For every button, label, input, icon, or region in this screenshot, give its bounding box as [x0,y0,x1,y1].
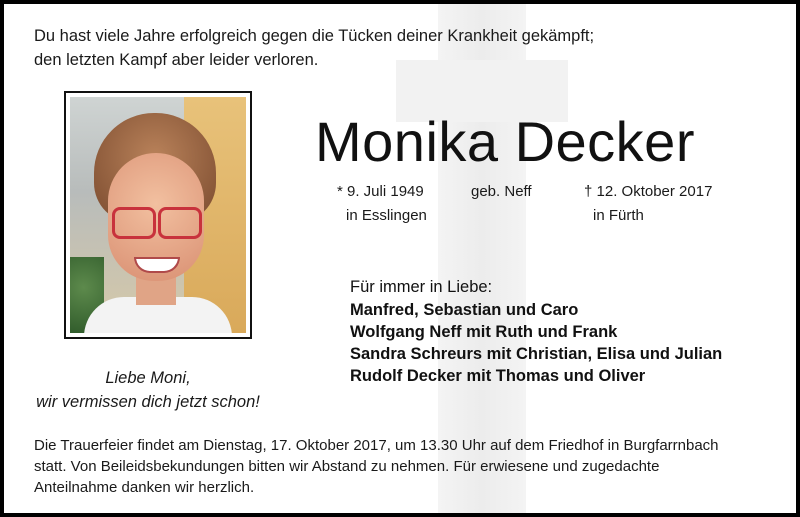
notice-line-1: Die Trauerfeier findet am Dienstag, 17. Oktober 2017, um 13.30 Uhr auf dem Friedhof in Burgfarrnbach [34,437,719,454]
intro-text [34,24,594,72]
maiden-name: geb. Neff [471,183,532,200]
notice-line-2: statt. Von Beileidsbekundungen bitten wir Abstand zu nehmen. Für erwiesene und zugedachte [34,458,660,475]
family-list [350,276,722,387]
birth-date: * 9. Juli 1949 [337,183,424,200]
family-member: Wolfgang Neff mit Ruth und Frank [350,323,618,341]
death-date: † 12. Oktober 2017 [584,183,713,200]
funeral-notice [34,435,770,498]
obituary-card [4,4,796,513]
intro-line-2: den letzten Kampf aber leider verloren. [34,51,319,69]
family-member: Sandra Schreurs mit Christian, Elisa und Julian [350,345,723,363]
intro-line-1: Du hast viele Jahre erfolgreich gegen die Tücken deiner Krankheit gekämpft; [34,27,595,45]
farewell-line-2: wir vermissen dich jetzt schon! [36,393,260,411]
family-member: Rudolf Decker mit Thomas und Oliver [350,367,646,385]
birth-place: in Esslingen [346,207,427,224]
birth-info [337,180,427,228]
farewell-line-1: Liebe Moni, [105,369,191,387]
family-lead: Für immer in Liebe: [350,278,493,296]
notice-line-3: Anteilnahme danken wir herzlich. [34,479,255,496]
death-info [584,180,712,228]
portrait-photo [70,97,246,333]
family-member: Manfred, Sebastian und Caro [350,301,579,319]
farewell-message [28,366,268,414]
deceased-name: Monika Decker [315,110,695,173]
portrait-photo-frame [64,91,252,339]
death-place: in Fürth [593,207,644,224]
